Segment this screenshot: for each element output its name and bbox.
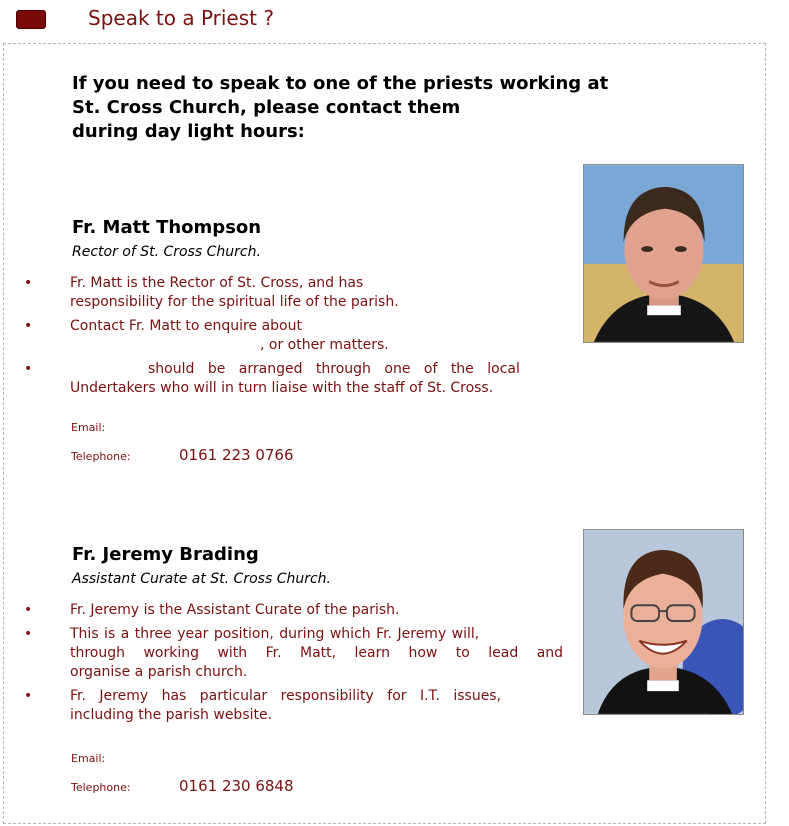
priest-2-name: Fr. Jeremy Brading: [72, 544, 259, 565]
list-item: [20, 317, 565, 355]
list-item: [20, 625, 565, 682]
bullet-text-line: Fr. Matt is the Rector of St. Cross, and has: [70, 275, 364, 291]
intro-line-3: during day light hours:: [72, 121, 305, 142]
priest-2-photo: [583, 529, 744, 715]
priest-2-email-label: Email:: [71, 752, 106, 765]
priest-1-email-label: Email:: [71, 421, 106, 434]
bullet-text-line: Undertakers who will in turn liaise with the staff of St. Cross.: [70, 380, 494, 396]
bullet-icon: •: [24, 626, 33, 642]
intro-line-1: If you need to speak to one of the priests working at: [72, 73, 609, 94]
list-item: [20, 274, 565, 312]
priest-1-bullets: [20, 274, 565, 403]
bullet-text-line: This is a three year position, during which Fr. Jeremy will,: [70, 626, 480, 642]
bullet-text-line: including the parish website.: [70, 707, 273, 723]
intro-line-2: St. Cross Church, please contact them: [72, 97, 461, 118]
list-item: [20, 601, 565, 620]
priest-1-photo: [583, 164, 744, 343]
bullet-text-line: Contact Fr. Matt to enquire about: [70, 318, 302, 334]
bullet-icon: •: [24, 361, 33, 377]
bullet-icon: •: [24, 688, 33, 704]
bullet-text-line: , or other matters.: [260, 337, 389, 353]
priest-1-phone: 0161 223 0766: [179, 446, 294, 464]
bullet-icon: •: [24, 602, 33, 618]
priest-2-phone: 0161 230 6848: [179, 777, 294, 795]
intro-text: [72, 72, 692, 144]
bullet-icon: •: [24, 318, 33, 334]
bullet-text-line: should be arranged through one of the local: [148, 361, 520, 377]
bullet-icon: •: [24, 275, 33, 291]
list-item: [20, 687, 565, 725]
bullet-text-line: Fr. Jeremy is the Assistant Curate of the parish.: [70, 602, 400, 618]
bullet-text-line: responsibility for the spiritual life of the parish.: [70, 294, 399, 310]
bullet-text-line: organise a parish church.: [70, 664, 248, 680]
priest-2-phone-label: Telephone:: [71, 781, 131, 794]
page-title: Speak to a Priest ?: [88, 6, 274, 30]
header-tab: [16, 10, 46, 29]
priest-1-phone-label: Telephone:: [71, 450, 131, 463]
priest-1-name: Fr. Matt Thompson: [72, 217, 262, 238]
priest-1-role: Rector of St. Cross Church.: [72, 244, 261, 260]
list-item: [20, 360, 565, 398]
priest-2-bullets: [20, 601, 565, 730]
bullet-text-line: Fr. Jeremy has particular responsibility for I.T. issues,: [70, 688, 502, 704]
bullet-text-line: through working with Fr. Matt, learn how to lead and: [70, 645, 564, 661]
priest-2-role: Assistant Curate at St. Cross Church.: [72, 571, 331, 587]
